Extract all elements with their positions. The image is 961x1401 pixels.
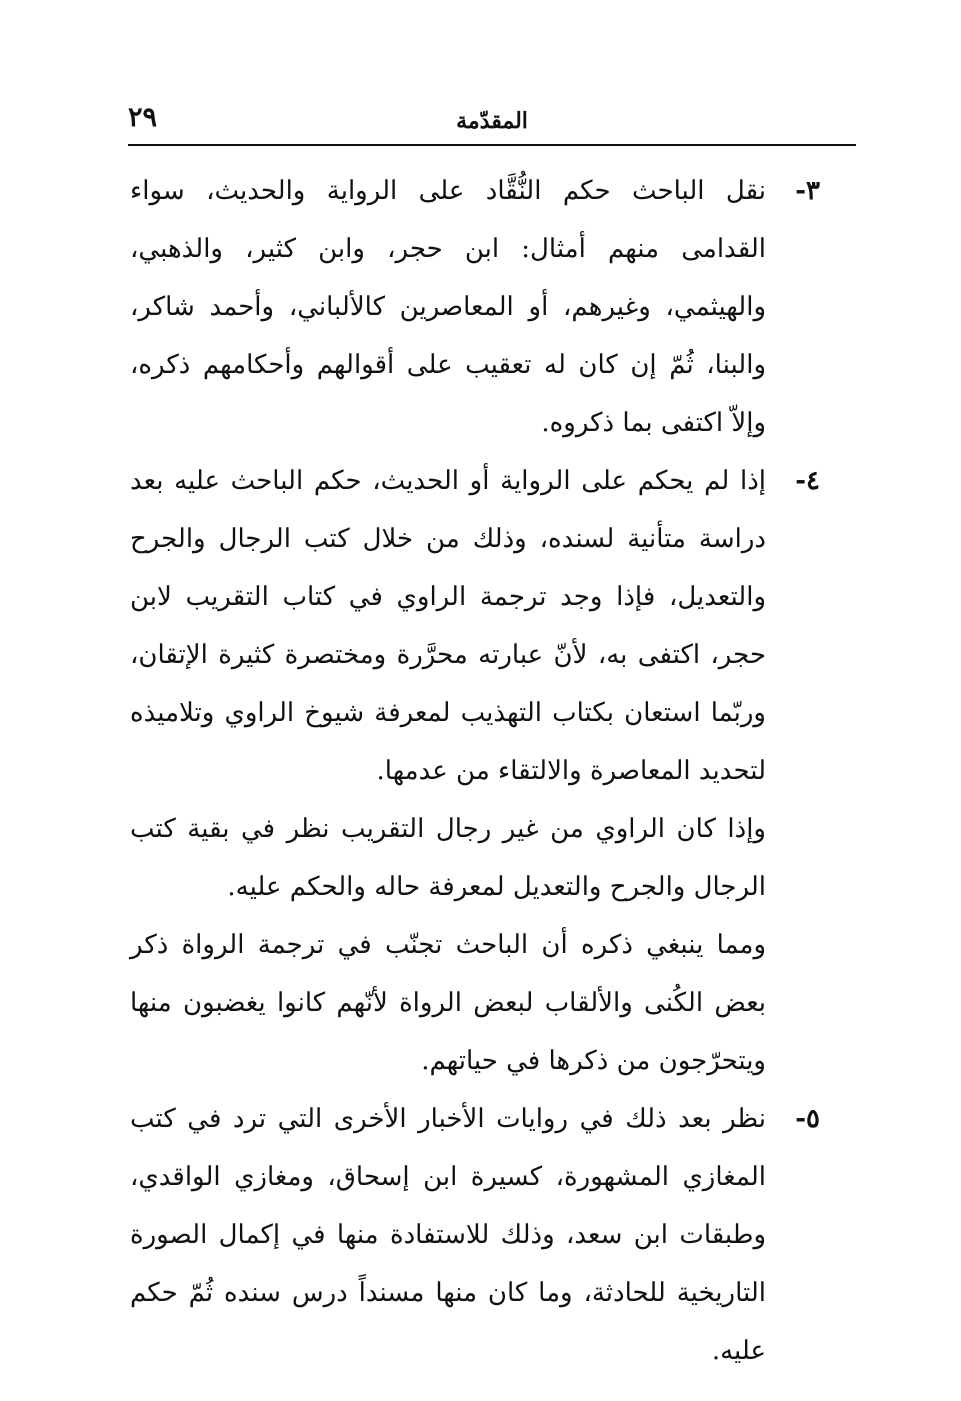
paragraph-text: وإذا كان الراوي من غير رجال التقريب نظر في بقية كتب الرجال والجرح والتعديل لمعرفة حاله والحكم عليه.	[130, 814, 766, 902]
numbered-item-4	[130, 452, 820, 800]
paragraph-text: ومما ينبغي ذكره أن الباحث تجنّب في ترجمة الرواة ذكر بعض الكُنى والألقاب لبعض الرواة لأنّهم كانوا يغضبون منها ويتحرّجون من ذكرها في حياتهم.	[130, 930, 766, 1076]
header-rule	[128, 144, 856, 146]
running-title: المقدّمة	[456, 108, 528, 134]
item-number: ٥-	[795, 1104, 820, 1134]
page-body	[130, 162, 820, 1380]
item-number: ٤-	[795, 466, 820, 496]
item-text: إذا لم يحكم على الرواية أو الحديث، حكم الباحث عليه بعد دراسة متأنية لسنده، وذلك من خلال كتب الرجال والجرح والتعديل، فإذا وجد ترجمة الراوي في كتاب التقريب لابن حجر، اكتفى به، لأنّ عبارته محرَّرة ومختصرة كثيرة الإتقان، وربّما استعان بكتاب التهذيب لمعرفة شيوخ الراوي وتلاميذه لتحديد المعاصرة والالتقاء من عدمها.	[130, 466, 766, 786]
body-paragraph	[130, 916, 820, 1090]
numbered-item-3	[130, 162, 820, 452]
item-number: ٣-	[795, 176, 820, 206]
item-text: نقل الباحث حكم النُّقَّاد على الرواية والحديث، سواء القدامى منهم أمثال: ابن حجر، وابن كثير، والذهبي، والهيثمي، وغيرهم، أو المعاصرين كالألباني، وأحمد شاكر، والبنا، ثُمّ إن كان له تعقيب على أقوالهم وأحكامهم ذكره، وإلاّ اكتفى بما ذكروه.	[130, 176, 766, 438]
page-number: ٢٩	[128, 102, 158, 133]
numbered-item-5	[130, 1090, 820, 1380]
page-header	[128, 100, 856, 142]
item-text: نظر بعد ذلك في روايات الأخبار الأخرى التي ترد في كتب المغازي المشهورة، كسيرة ابن إسحاق، ومغازي الواقدي، وطبقات ابن سعد، وذلك للاستفادة منها في إكمال الصورة التاريخية للحادثة، وما كان منها مسنداً درس سنده ثُمّ حكم عليه.	[130, 1104, 766, 1366]
body-paragraph	[130, 800, 820, 916]
